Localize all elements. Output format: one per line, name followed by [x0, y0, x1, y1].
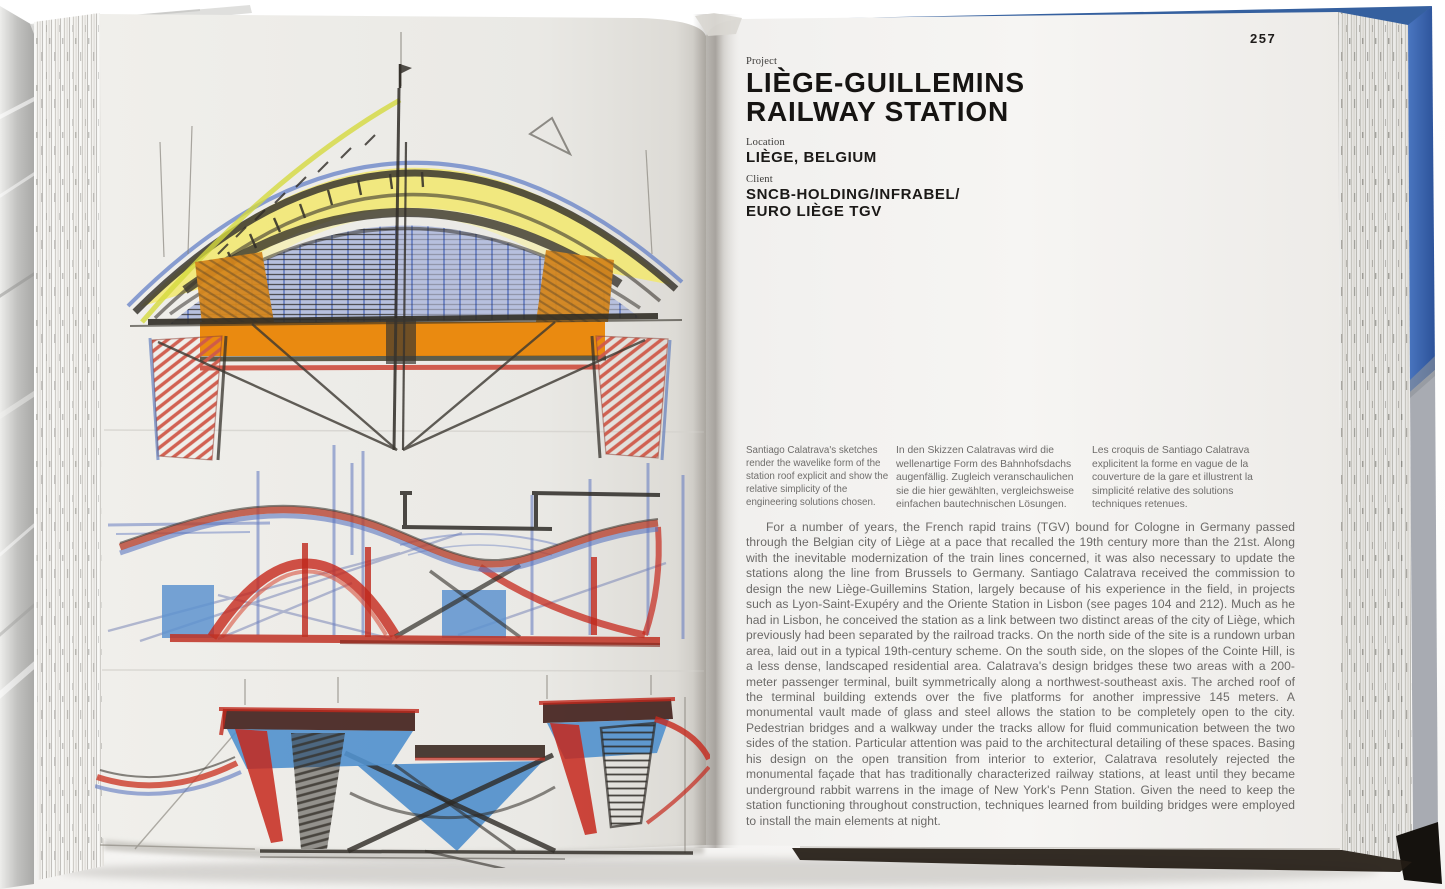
wave-elevation-sketch	[100, 435, 710, 675]
deck-section-sketch	[95, 673, 710, 868]
location-value: LIÈGE, BELGIUM	[746, 149, 877, 166]
left-page-edges	[34, 13, 104, 880]
project-label: Project	[746, 56, 778, 67]
roof-cross-section-sketch	[100, 22, 710, 462]
client-line1: SNCB-HOLDING/INFRABEL/	[746, 186, 961, 203]
left-backdrop-mirror	[0, 6, 40, 889]
location-label: Location	[746, 137, 785, 148]
caption-english: Santiago Calatrava's sketches render the wavelike form of the station roof explicit and show the relative simplicity of the engineering solutions chosen.	[746, 445, 889, 508]
client-label: Client	[746, 174, 773, 185]
page-title-line1: LIÈGE-GUILLEMINS	[746, 67, 1025, 98]
project-header	[746, 56, 1176, 220]
caption-german: In den Skizzen Calatravas wird die wellenartige Form des Bahnhofsdachs augenfällig. Zugleich veranschaulichen sie die hier gewählten, vergleichsweise einfachen bautechnischen Lösungen.	[896, 445, 1075, 511]
right-page-edges	[1338, 12, 1412, 862]
page-title-line2: RAILWAY STATION	[746, 96, 1009, 127]
body-paragraph: For a number of years, the French rapid trains (TGV) bound for Cologne in Germany passed through the Belgian city of Liège at a pace that recalled the 19th century more than the 21st. Along with the inevitable modernization of the train lines concerned, it was also necessary to update the stations along the line from Brussels to Germany. Santiago Calatrava received the commission to design the new Liège-Guillemins Station, largely because of his experience in the field, in projects such as Lyon-Saint-Exupéry and the Oriente Station in Lisbon (see pages 104 and 212). Much as he had in Lisbon, he conceived the station as a link between two distinct areas of the city of Liège, which previously had been separated by the railroad tracks. On the north side of the site is a rundown urban area, laid out in a typical 19th-century scheme. On the south side, on the slopes of the Cointe Hill, is a less dense, landscaped residential area. Calatrava's design bridges these two areas with a 200-meter passenger terminal, built symmetrically along a northwest-southeast axis. The arched roof of the terminal building extends over the five platforms for another impressive 145 meters. A monumental vault made of glass and steel allows the station to be completely open to the city. Pedestrian bridges and a walkway under the tracks allow for fluid communication between the two sides of the station. Particular attention was paid to the architectural detailing of these spaces. Basing his design on the open transition from interior to exterior, Calatrava resolutely rejected the monumental façade that has traditionally characterized railway stations, at least until they became underground rabbit warrens in the image of New York's Penn Station. Given the need to keep the station functioning throughout construction, techniques learned from building bridges were employed to install the main elements at night.	[746, 520, 1295, 828]
page-number: 257	[1250, 31, 1277, 46]
caption-french: Les croquis de Santiago Calatrava explicitent la forme en vague de la couverture de la gare et illustrent la simplicité relative des solutions techniques retenues.	[1092, 445, 1253, 511]
right-deck	[539, 699, 709, 835]
client-line2: EURO LIÈGE TGV	[746, 203, 882, 220]
